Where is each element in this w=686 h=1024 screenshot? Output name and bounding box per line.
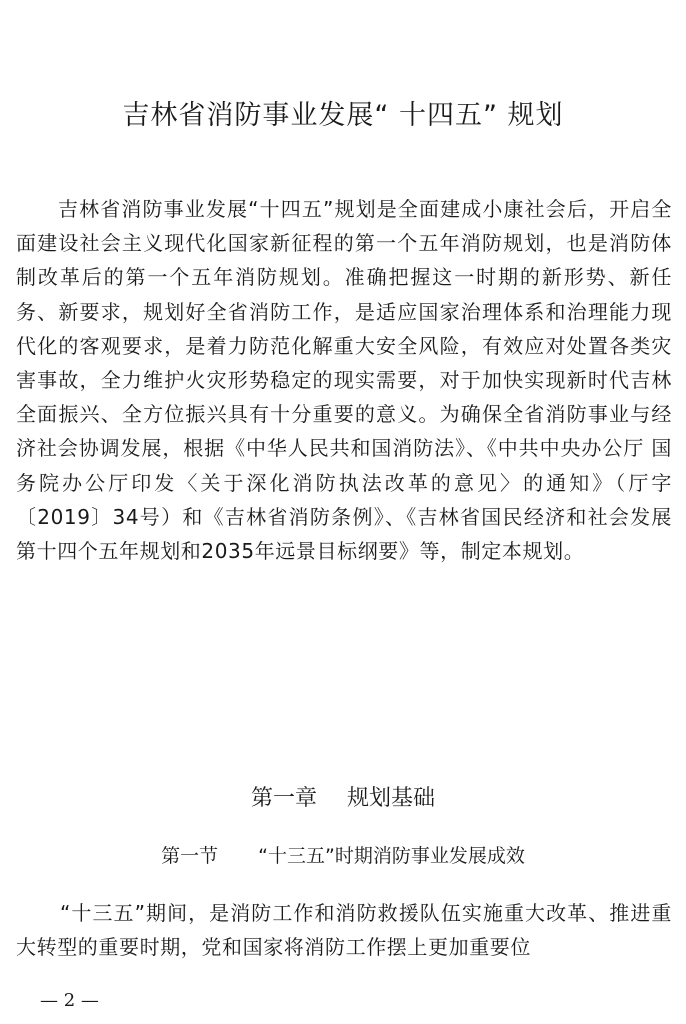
section-heading	[0, 840, 686, 872]
page-number: — 2 —	[40, 990, 99, 1011]
chapter-name: 规划基础	[347, 786, 436, 811]
chapter-heading	[0, 782, 686, 816]
section-name: “十三五”时期消防事业发展成效	[258, 845, 525, 867]
chapter-number: 第一章	[250, 786, 317, 811]
intro-paragraph: 吉林省消防事业发展“十四五”规划是全面建成小康社会后，开启全面建设社会主义现代化国家新征程的第一个五年消防规划，也是消防体制改革后的第一个五年消防规划。准确把握这一时期的新形势、新任务、新要求，规划好全省消防工作，是适应国家治理体系和治理能力现代化的客观要求，是着力防范化解重大安全风险，有效应对处置各类灾害事故，全力维护火灾形势稳定的现实需要，对于加快实现新时代吉林全面振兴、全方位振兴具有十分重要的意义。为确保全省消防事业与经济社会协调发展，根据《中华人民共和国消防法》、《中共中央办公厅 国务院办公厅印发〈关于深化消防执法改革的意见〉的通知》（厅字〔2019〕34号）和《吉林省消防条例》、《吉林省国民经济和社会发展第十四个五年规划和2035年远景目标纲要》等，制定本规划。	[16, 197, 672, 564]
document-title: 吉林省消防事业发展“ 十四五” 规划	[122, 100, 564, 131]
section-number: 第一节	[161, 845, 219, 867]
section-paragraph: “十三五”期间，是消防工作和消防救援队伍实施重大改革、推进重大转型的重要时期，党和国家将消防工作摆上更加重要位	[16, 901, 672, 960]
